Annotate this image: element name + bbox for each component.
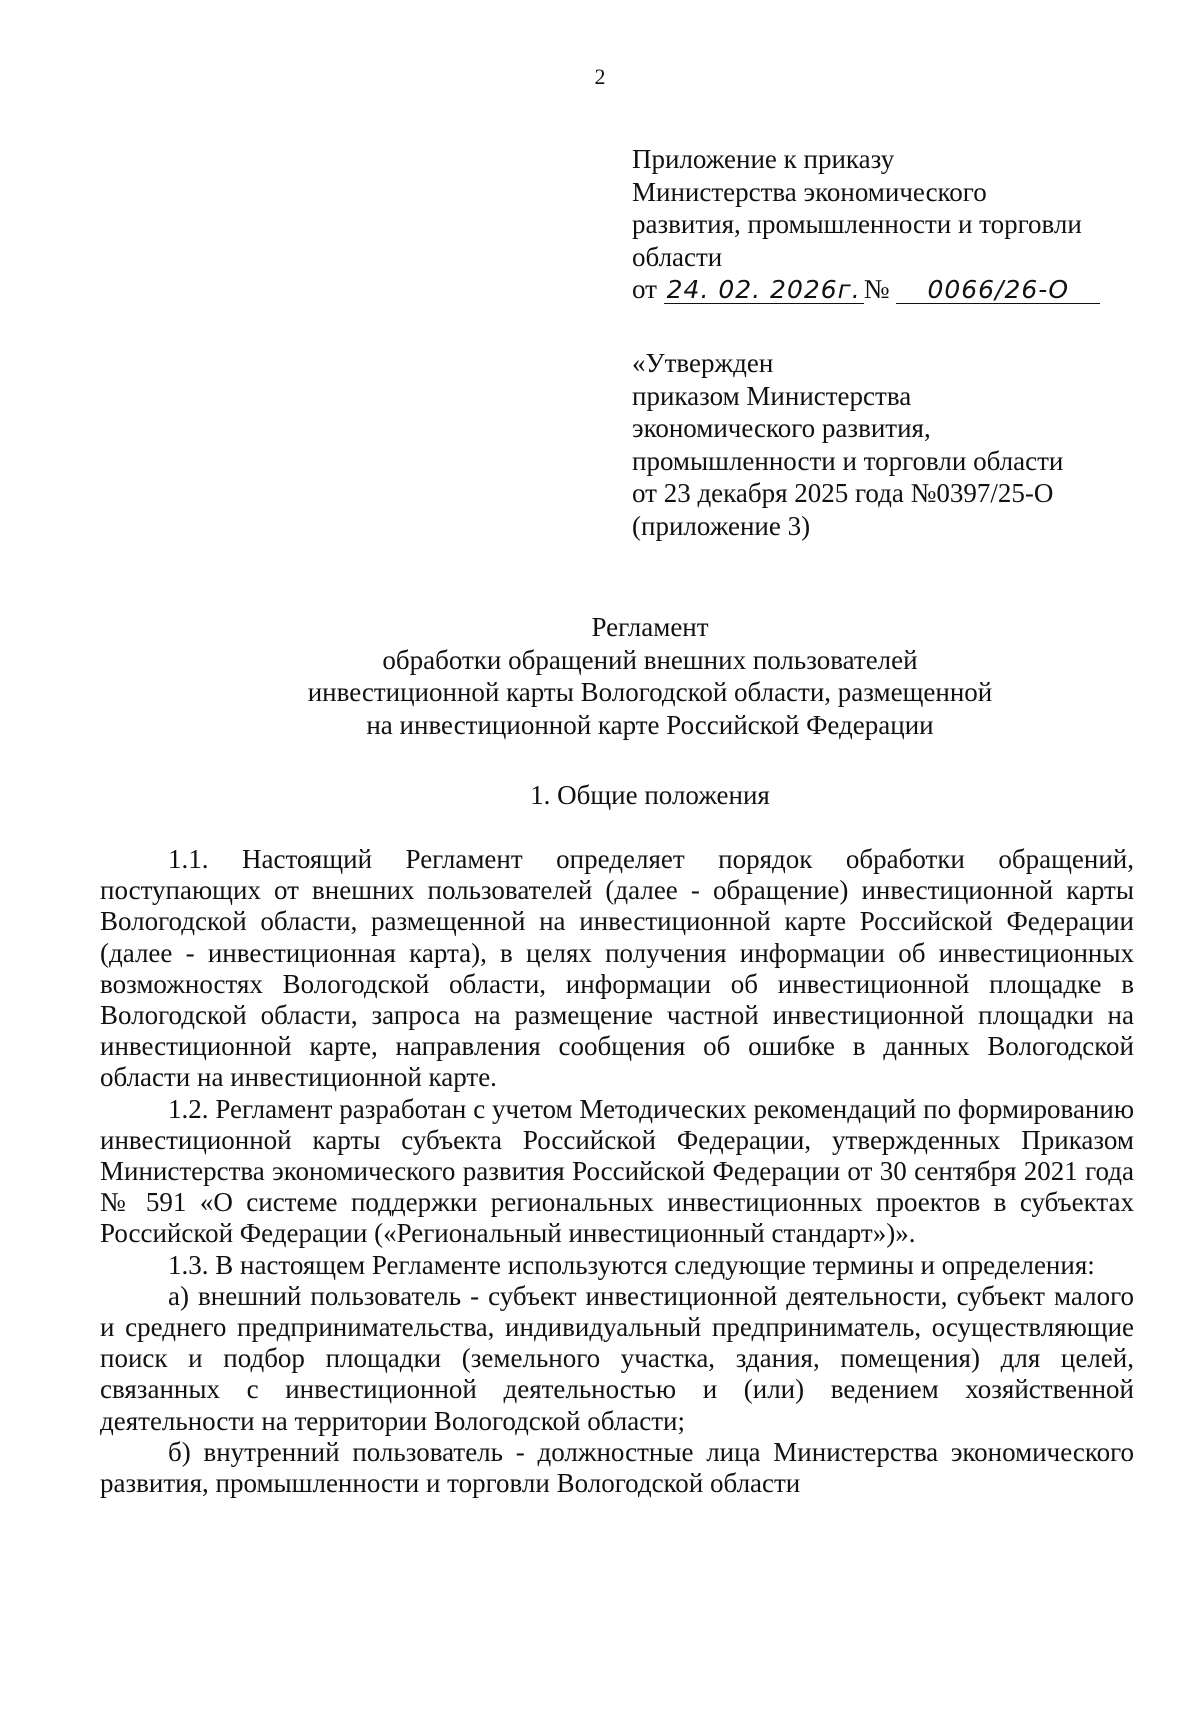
handwritten-order-number: 0066/26-О bbox=[896, 277, 1100, 304]
approved-line: приказом Министерства bbox=[632, 380, 912, 411]
approved-line: экономического развития, bbox=[632, 413, 931, 443]
approved-line: от 23 декабря 2025 года №0397/25-О bbox=[632, 478, 1054, 508]
paragraph: 1.2. Регламент разработан с учетом Методических рекомендаций по формированию инвестиционной карты субъекта Российской Федерации, утвержденных Приказом Министерства экономического развития Российской Федерации от 30 сентября 2021 года № 591 «О системе поддержки региональных инвестиционных проектов в субъектах Российской Федерации («Региональный инвестиционный стандарт»)». bbox=[100, 1093, 1134, 1249]
title-line: Регламент bbox=[591, 612, 709, 642]
approved-block bbox=[632, 347, 1152, 542]
paragraph: 1.1. Настоящий Регламент определяет порядок обработки обращений, поступающих от внешних пользователей (далее - обращение) инвестиционной карты Вологодской области, размещенной на инвестиционной карте Российской Федерации (далее - инвестиционная карта), в целях получения информации об инвестиционных возможностях Вологодской области, информации об инвестиционной площадке в Вологодской области, запроса на размещение частной инвестиционной площадки на инвестиционной карте, направления сообщения об ошибке в данных Вологодской области на инвестиционной карте. bbox=[100, 844, 1134, 1093]
appendix-block bbox=[632, 143, 1152, 306]
handwritten-date: 24. 02. 2026г. bbox=[664, 277, 864, 304]
date-prefix: от bbox=[632, 274, 657, 304]
appendix-line: развития, промышленности и торговли bbox=[632, 209, 1082, 239]
title-line: на инвестиционной карте Российской Федерации bbox=[366, 709, 934, 740]
page-number: 2 bbox=[594, 64, 606, 89]
title-line: инвестиционной карты Вологодской области, размещенной bbox=[307, 677, 993, 707]
appendix-date-line bbox=[632, 273, 1152, 306]
section-heading: 1. Общие положения bbox=[530, 780, 770, 810]
approved-line: промышленности и торговли области bbox=[632, 445, 1064, 476]
approved-line: (приложение 3) bbox=[632, 510, 811, 541]
appendix-line: Приложение к приказу bbox=[632, 144, 895, 174]
paragraph: 1.3. В настоящем Регламенте используются следующие термины и определения: bbox=[168, 1249, 1095, 1280]
number-sign: № bbox=[863, 274, 890, 304]
appendix-line: области bbox=[632, 241, 723, 272]
approved-line: «Утвержден bbox=[632, 348, 774, 378]
paragraph: а) внешний пользователь - субъект инвестиционной деятельности, субъект малого и среднего предпринимательства, индивидуальный предприниматель, осуществляющие поиск и подбор площадки (земельного участка, здания, помещения) для целей, связанных с инвестиционной деятельностью и (или) ведением хозяйственной деятельности на территории Вологодской области; bbox=[100, 1280, 1134, 1436]
appendix-line: Министерства экономического bbox=[632, 176, 987, 207]
body-text bbox=[100, 844, 1134, 1499]
title-line: обработки обращений внешних пользователей bbox=[382, 644, 918, 675]
paragraph: б) внутренний пользователь - должностные лица Министерства экономического развития, промышленности и торговли Вологодской области bbox=[100, 1436, 1134, 1499]
document-title bbox=[200, 611, 1100, 741]
